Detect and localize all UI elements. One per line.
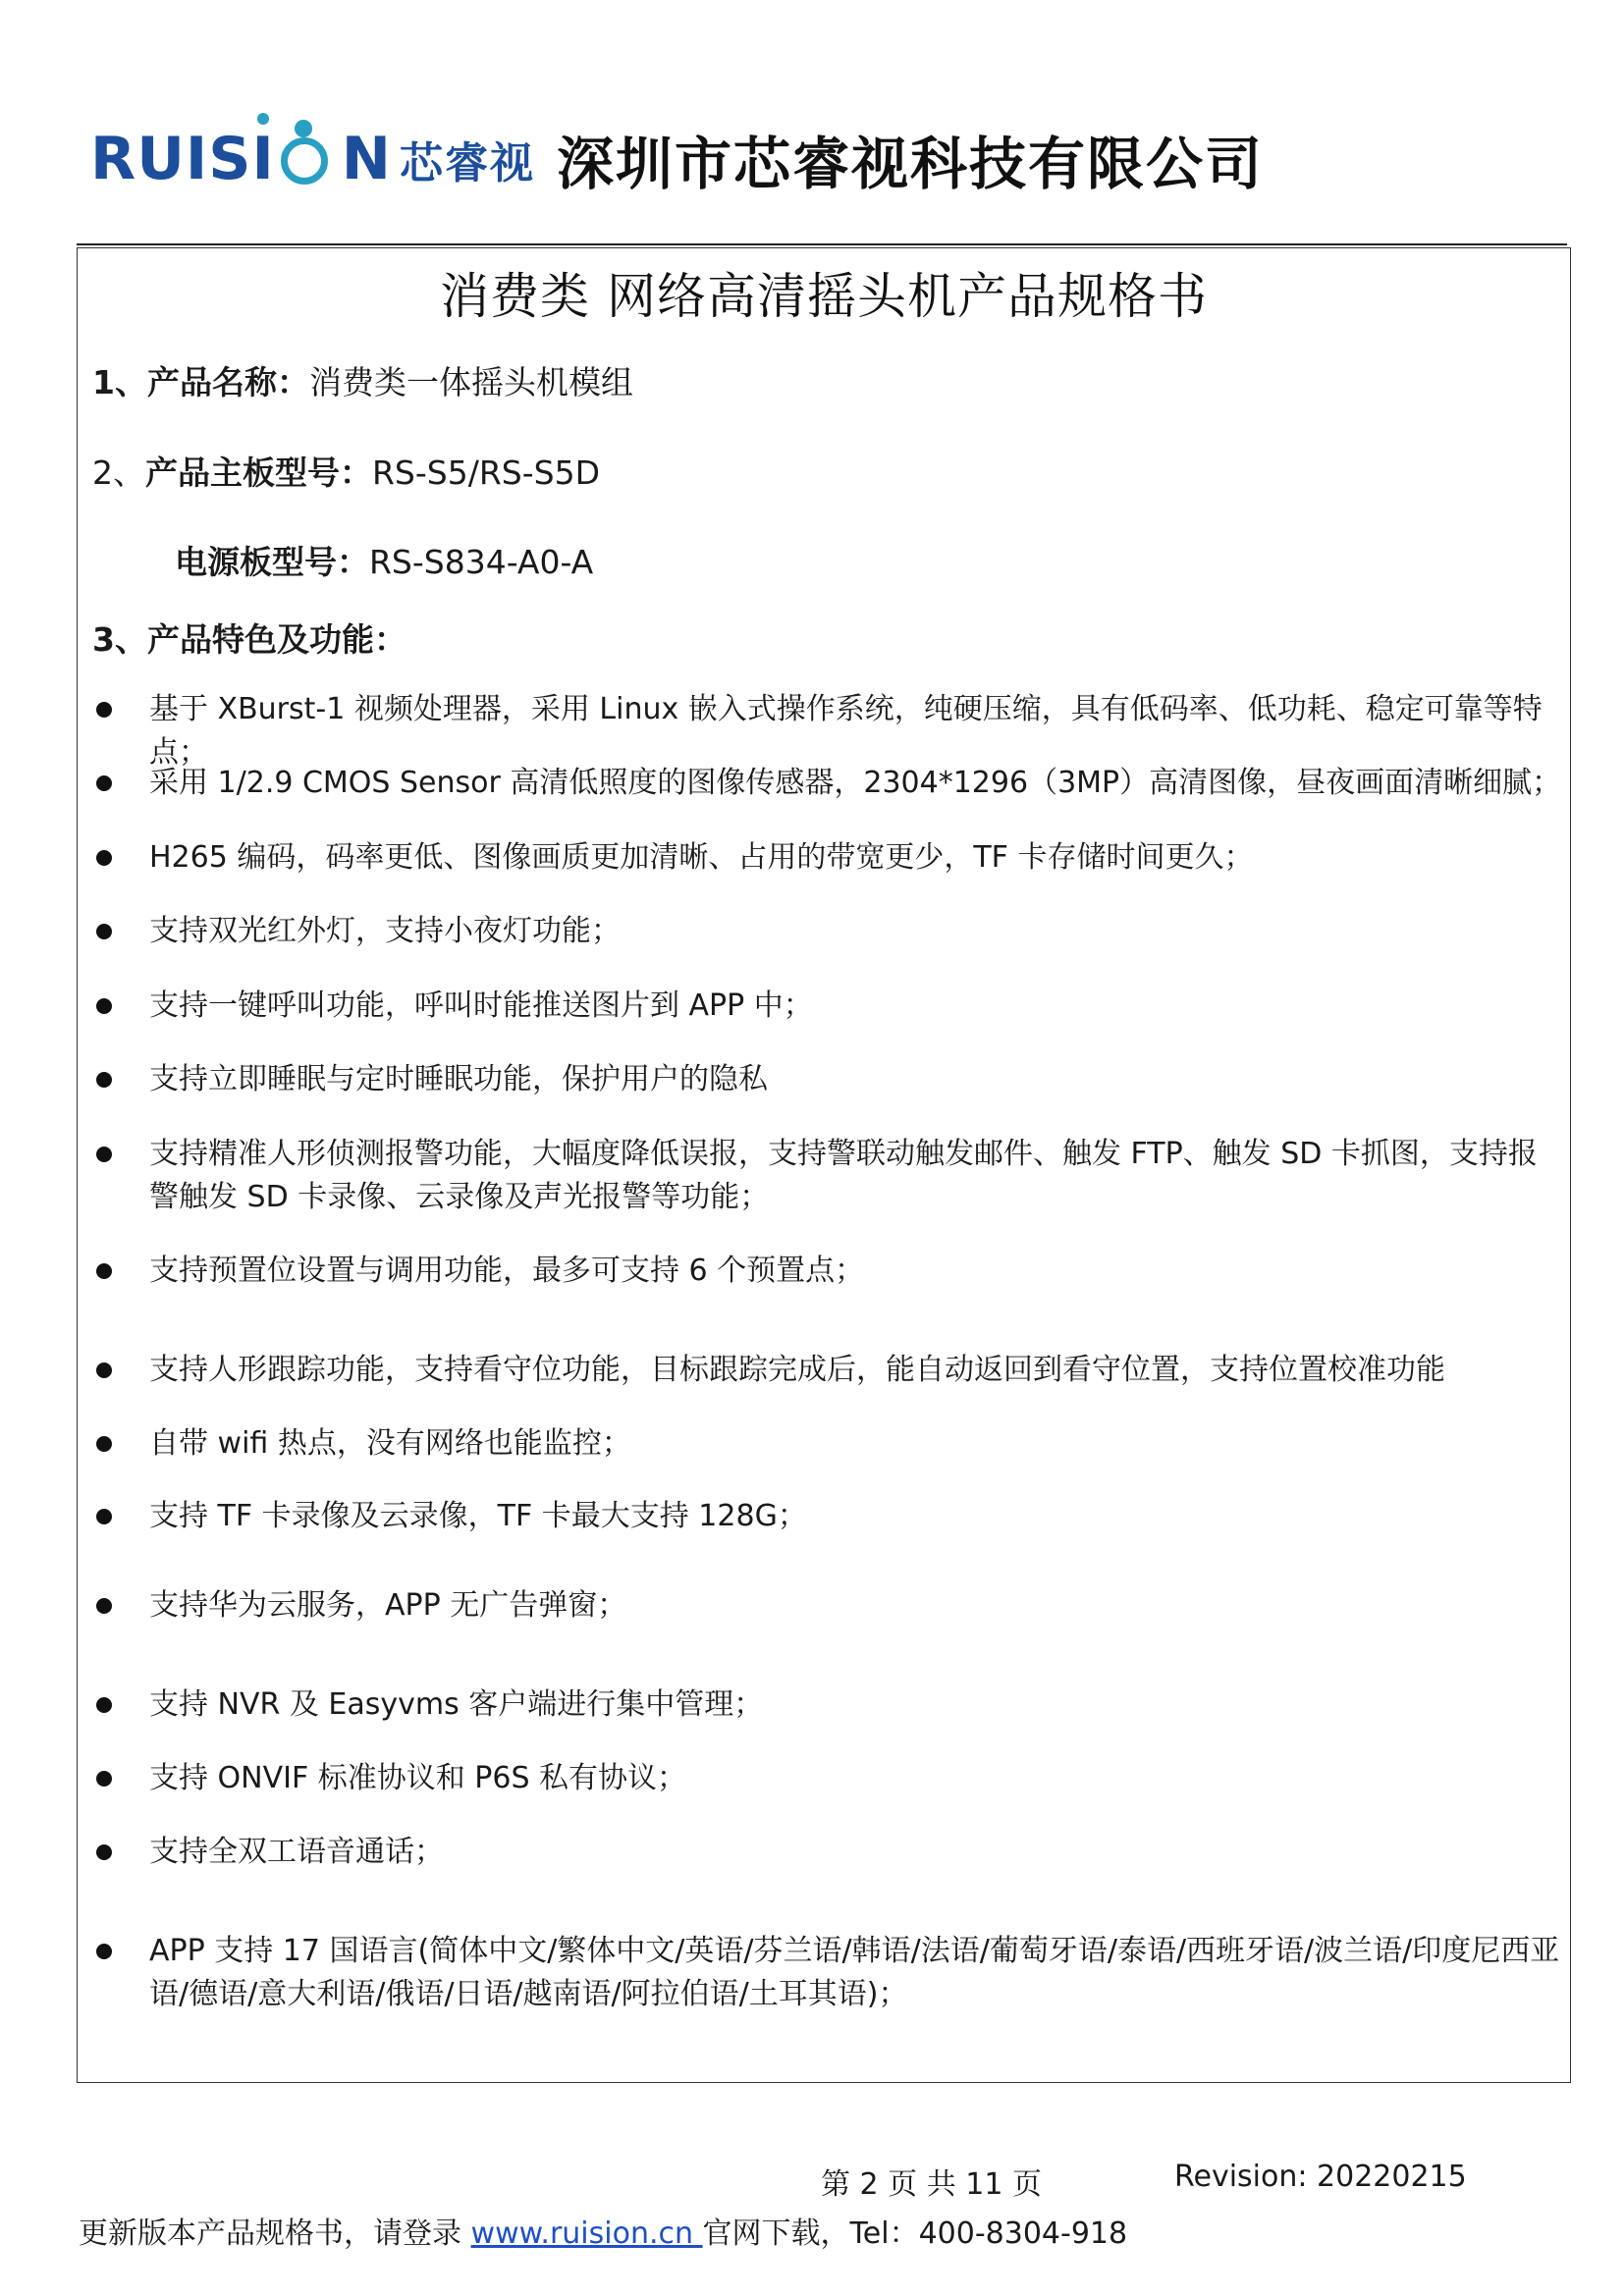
item-mainboard-model: 2、产品主板型号：RS-S5/RS-S5D (92, 454, 600, 492)
feature-item: H265 编码，码率更低、图像画质更加清晰、占用的带宽更少，TF 卡存储时间更久； (149, 840, 1254, 875)
revision: Revision: 20220215 (1174, 2160, 1467, 2194)
bullet-icon (96, 850, 112, 866)
item-product-name-value: 消费类一体摇头机模组 (308, 363, 633, 401)
feature-item: 支持 ONVIF 标准协议和 P6S 私有协议； (149, 1761, 687, 1795)
page-header (90, 110, 1264, 208)
item-product-name (92, 357, 633, 403)
feature-item: APP 支持 17 国语言(简体中文/繁体中文/英语/芬兰语/韩语/法语/葡萄牙语/泰语/西班牙语/波兰语/印度尼西亚语/德语/意大利语/俄语/日语/越南语/阿拉伯语/土耳其语)； (149, 1934, 1560, 2011)
bullet-icon (96, 775, 112, 791)
bullet-icon (96, 1436, 112, 1452)
feature-item: 支持 NVR 及 Easyvms 客户端进行集中管理； (149, 1687, 764, 1722)
feature-item: 支持立即睡眠与定时睡眠功能，保护用户的隐私 (149, 1062, 768, 1096)
bullet-icon (96, 1944, 112, 1959)
bullet-icon (96, 1771, 112, 1787)
feature-item: 支持预置位设置与调用功能，最多可支持 6 个预置点； (149, 1254, 865, 1288)
page-number: 第 2 页 共 11 页 (821, 2167, 1042, 2202)
ruision-logo: RUIS I N (90, 125, 392, 193)
header-rule (77, 243, 1567, 245)
bullet-icon (96, 702, 112, 718)
feature-item: 支持精准人形侦测报警功能，大幅度降低误报，支持警联动触发邮件、触发 FTP、触发 SD 卡抓图，支持报警触发 SD 卡录像、云录像及声光报警等功能； (149, 1137, 1538, 1214)
bullet-icon (96, 1598, 112, 1614)
item-features-heading: 3、产品特色及功能： (92, 620, 406, 659)
feature-item: 支持一键呼叫功能，呼叫时能推送图片到 APP 中； (149, 988, 813, 1023)
bullet-icon (96, 1362, 112, 1378)
website-link[interactable]: www.ruision.cn (470, 2216, 703, 2251)
item-product-name-label: 1、产品名称： (92, 363, 309, 401)
feature-item: 支持双光红外灯，支持小夜灯功能； (149, 914, 621, 948)
item-power-board-label: 电源板型号： (175, 543, 369, 581)
bullet-icon (96, 1509, 112, 1524)
logo-o-mark (277, 128, 340, 190)
feature-item: 自带 wifi 热点，没有网络也能监控； (149, 1426, 631, 1461)
bullet-icon (96, 924, 112, 939)
bullet-icon (96, 1147, 112, 1162)
company-name: 深圳市芯睿视科技有限公司 (557, 131, 1265, 197)
feature-item: 基于 XBurst-1 视频处理器，采用 Linux 嵌入式操作系统，纯硬压缩，具有低码率、低功耗、稳定可靠等特点； (149, 692, 1543, 770)
bullet-icon (96, 1263, 112, 1279)
feature-item: 支持人形跟踪功能，支持看守位功能，目标跟踪完成后，能自动返回到看守位置，支持位置校准功能 (149, 1353, 1445, 1387)
document-title: 消费类 网络高清摇头机产品规格书 (440, 268, 1208, 325)
item-power-board-model (175, 537, 593, 583)
feature-item: 支持 TF 卡录像及云录像，TF 卡最大支持 128G； (149, 1499, 807, 1533)
footer-contact: 更新版本产品规格书，请登录 www.ruision.cn 官网下载，Tel：400-8304-918 (79, 2216, 1128, 2251)
bullet-icon (96, 1697, 112, 1713)
bullet-icon (96, 998, 112, 1014)
feature-item: 支持华为云服务，APP 无广告弹窗； (149, 1588, 627, 1623)
bullet-icon (96, 1072, 112, 1088)
feature-item: 采用 1/2.9 CMOS Sensor 高清低照度的图像传感器，2304*1296（3MP）高清图像，昼夜画面清晰细腻； (149, 766, 1562, 800)
logo-cn-text: 芯睿视 (400, 138, 536, 188)
item-power-board-value: RS-S834-A0-A (369, 543, 594, 581)
item-mainboard-value: RS-S5/RS-S5D (372, 454, 600, 492)
item-mainboard-label: 产品主板型号： (145, 454, 372, 492)
feature-item: 支持全双工语音通话； (149, 1835, 444, 1869)
bullet-icon (96, 1844, 112, 1860)
